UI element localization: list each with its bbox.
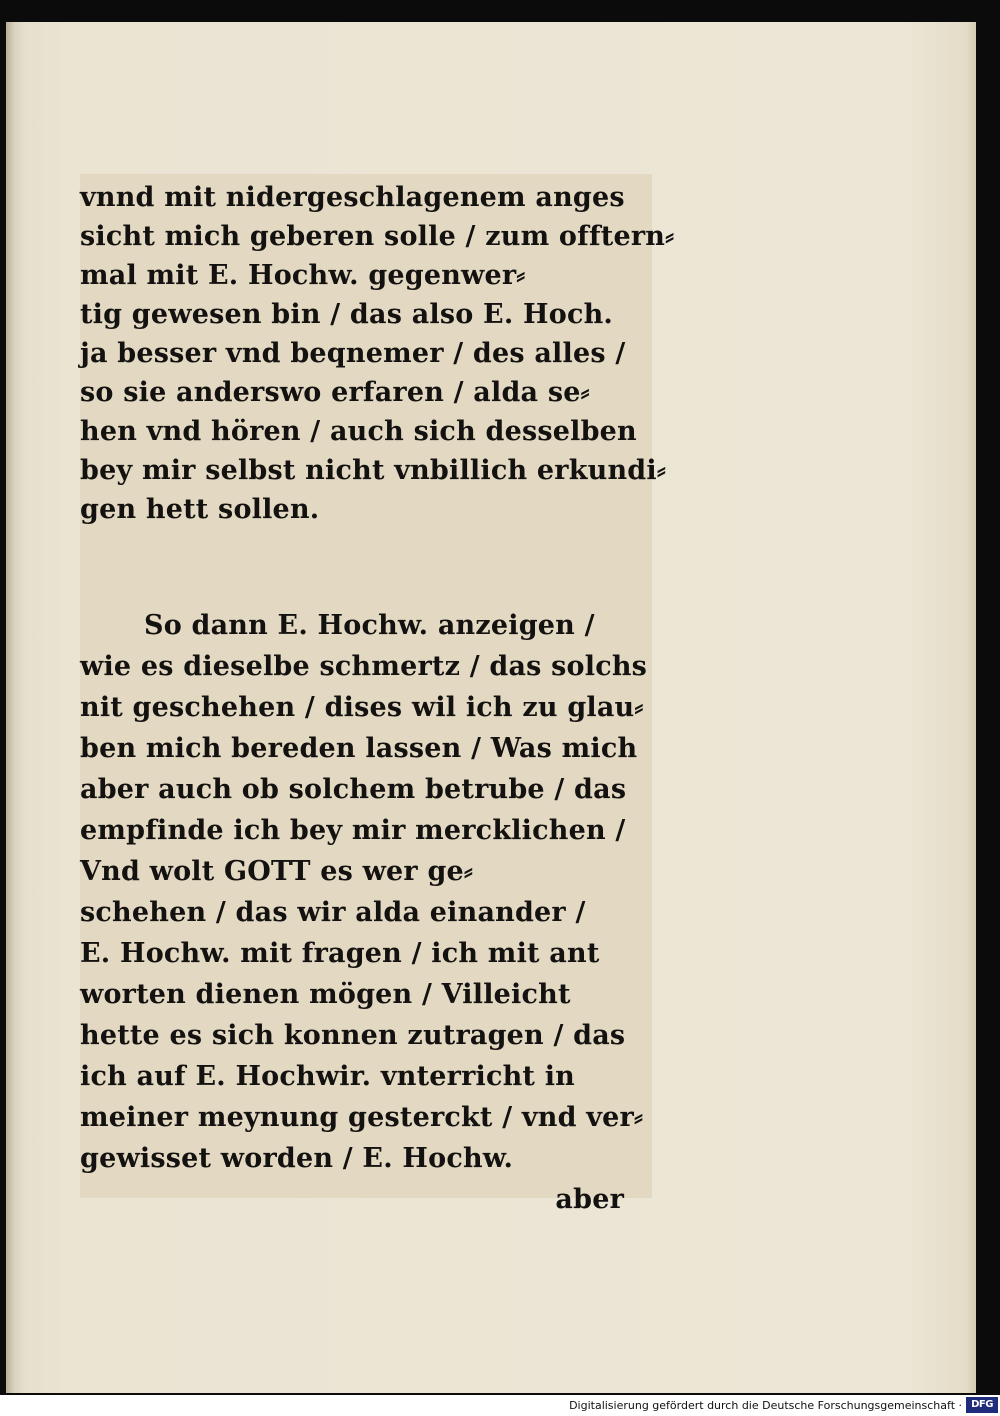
text-line: ja besser vnd beqnemer / des alles / [80, 338, 626, 369]
text-line: bey mir selbst nicht vnbillich erkundi⸗ [80, 455, 667, 486]
text-line: worten dienen mögen / Villeicht [80, 979, 571, 1010]
text-line: So dann E. Hochw. anzeigen / [144, 610, 595, 641]
text-line: so sie anderswo erfaren / alda se⸗ [80, 377, 590, 408]
text-line: ich auf E. Hochwir. vnterricht in [80, 1061, 575, 1092]
text-line: meiner meynung gesterckt / vnd ver⸗ [80, 1102, 644, 1133]
book-page [6, 22, 976, 1393]
text-line: aber auch ob solchem betrube / das [80, 774, 627, 805]
text-line: E. Hochw. mit fragen / ich mit ant [80, 938, 600, 969]
text-line: hen vnd hören / auch sich desselben [80, 416, 637, 447]
footer-bar [0, 1395, 1000, 1416]
text-block [80, 174, 675, 1215]
text-line: hette es sich konnen zutragen / das [80, 1020, 626, 1051]
text-line: gewisset worden / E. Hochw. [80, 1143, 514, 1174]
text-line: wie es dieselbe schmertz / das solchs [80, 651, 648, 682]
funding-credit: Digitalisierung gefördert durch die Deutsche Forschungsgemeinschaft · [569, 1399, 962, 1412]
text-line: mal mit E. Hochw. gegenwer⸗ [80, 260, 526, 291]
text-line: gen hett sollen. [80, 494, 320, 525]
dfg-logo: DFG [966, 1397, 998, 1413]
text-line: vnnd mit nidergeschlagenem anges [80, 182, 625, 213]
text-line: Vnd wolt GOTT es wer ge⸗ [80, 856, 474, 887]
text-line: empfinde ich bey mir mercklichen / [80, 815, 626, 846]
catchword: aber [555, 1184, 624, 1215]
text-line: schehen / das wir alda einander / [80, 897, 586, 928]
text-line: ben mich bereden lassen / Was mich [80, 733, 638, 764]
text-line: nit geschehen / dises wil ich zu glau⸗ [80, 692, 644, 723]
text-line: sicht mich geberen solle / zum offtern⸗ [80, 221, 675, 252]
text-line: tig gewesen bin / das also E. Hoch. [80, 299, 614, 330]
